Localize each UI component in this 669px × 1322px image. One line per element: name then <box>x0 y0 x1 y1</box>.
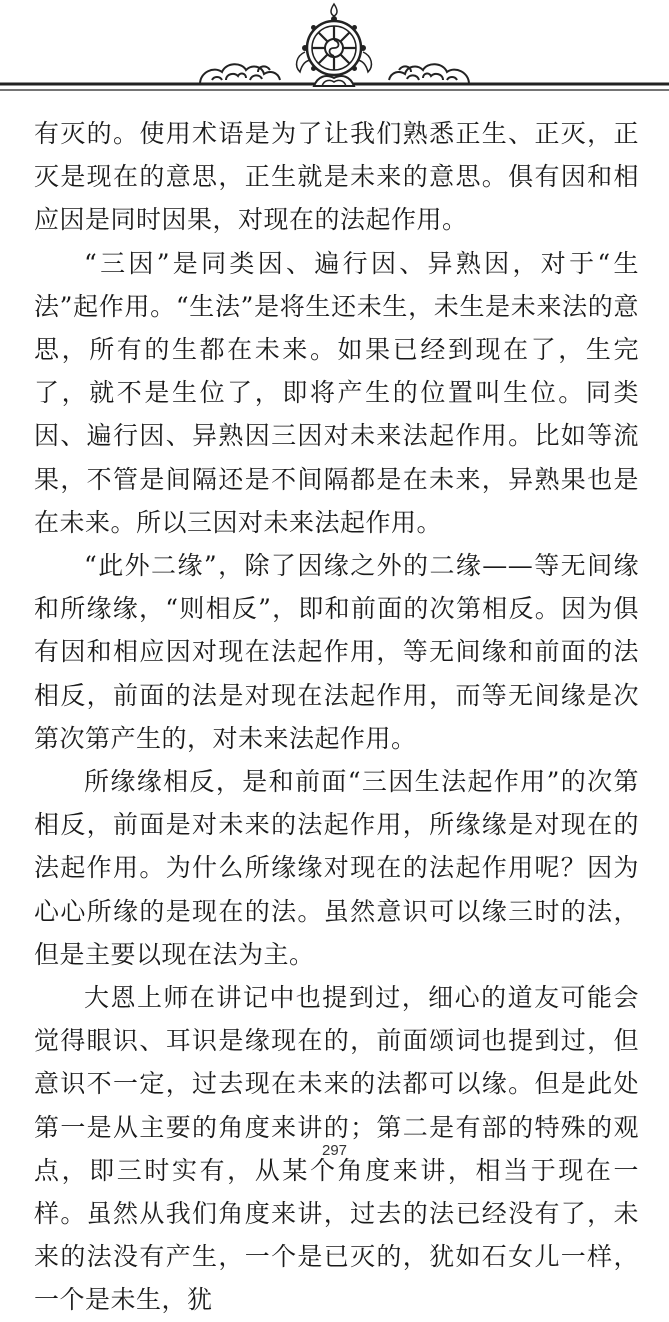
paragraph-4: 所缘缘相反，是和前面“三因生法起作用”的次第相反，前面是对未来的法起作用，所缘缘是对现在的法起作用。为什么所缘缘对现在的法起作用呢？因为心心所缘的是现在的法。虽然意识可以缘三时的法，但是主要以现在法为主。 <box>34 767 639 969</box>
paragraph-2: “三因”是同类因、遍行因、异熟因，对于“生法”起作用。“生法”是将生还未生，未生是未来法的意思，所有的生都在未来。如果已经到现在了，生完了，就不是生位了，即将产生的位置叫生位。同类因、遍行因、异熟因三因对未来法起作用。比如等流果，不管是间隔还是不间隔都是在未来，异熟果也是在未来。所以三因对未来法起作用。 <box>34 248 639 537</box>
paragraph-1: 有灭的。使用术语是为了让我们熟悉正生、正灭，正灭是现在的意思，正生就是未来的意思。俱有因和相应因是同时因果，对现在的法起作用。 <box>34 119 639 235</box>
cloud-ornament-left-icon <box>200 64 280 84</box>
dharma-wheel-icon <box>297 4 372 86</box>
cloud-ornament-right-icon <box>389 64 469 84</box>
paragraph-3: “此外二缘”，除了因缘之外的二缘——等无间缘和所缘缘，“则相反”，即和前面的次第相反。因为俱有因和相应因对现在法起作用，等无间缘和前面的法相反，前面的法是对现在法起作用，而等无间缘是次第次第产生的，对未来法起作用。 <box>34 551 639 753</box>
page-header <box>0 0 669 100</box>
header-ornament <box>0 0 669 100</box>
page-number: 297 <box>321 1142 348 1159</box>
page-body <box>34 112 639 1322</box>
paragraph-5: 大恩上师在讲记中也提到过，细心的道友可能会觉得眼识、耳识是缘现在的，前面颂词也提到过，但意识不一定，过去现在未来的法都可以缘。但是此处第一是从主要的角度来讲的；第二是有部的特殊的观点，即三时实有，从某个角度来讲，相当于现在一样。虽然从我们角度来讲，过去的法已经没有了，未来的法没有产生，一个是已灭的，犹如石女儿一样，一个是未生，犹 <box>34 983 639 1315</box>
